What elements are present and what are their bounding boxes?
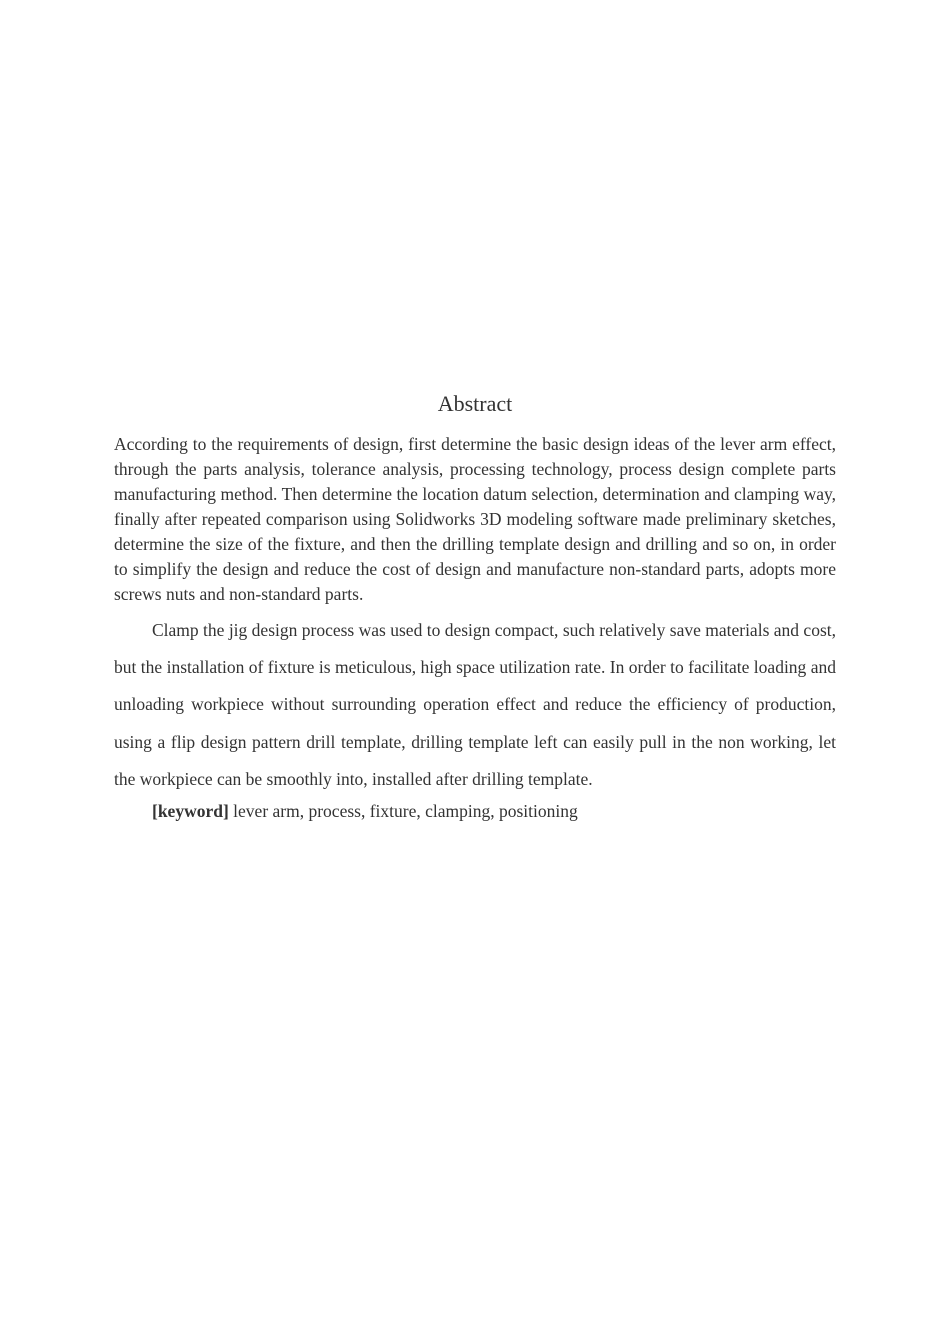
keywords-text: lever arm, process, fixture, clamping, positioning: [228, 801, 578, 822]
abstract-paragraph-1: According to the requirements of design, first determine the basic design ideas of the lever arm effect, through the parts analysis, tolerance analysis, processing technology, process design complete parts manufacturing method. Then determine the location datum selection, determination and clamping way, finally after repeated comparison using Solidworks 3D modeling software made preliminary sketches, determine the size of the fixture, and then the drilling template design and drilling and so on, in order to simplify the design and reduce the cost of design and manufacture non-standard parts, adopts more screws nuts and non-standard parts.: [114, 434, 836, 604]
keywords-label: [keyword]: [152, 801, 229, 822]
keywords-line: [114, 799, 836, 824]
abstract-title: Abstract: [437, 391, 513, 416]
abstract-paragraph-2: Clamp the jig design process was used to design compact, such relatively save materials and cost, but the installation of fixture is meticulous, high space utilization rate. In order to facilitate loading and unloading workpiece without surrounding operation effect and reduce the efficiency of production, using a flip design pattern drill template, drilling template left can easily pull in the non working, let the workpiece can be smoothly into, installed after drilling template.: [114, 620, 836, 789]
abstract-section: [114, 388, 836, 824]
